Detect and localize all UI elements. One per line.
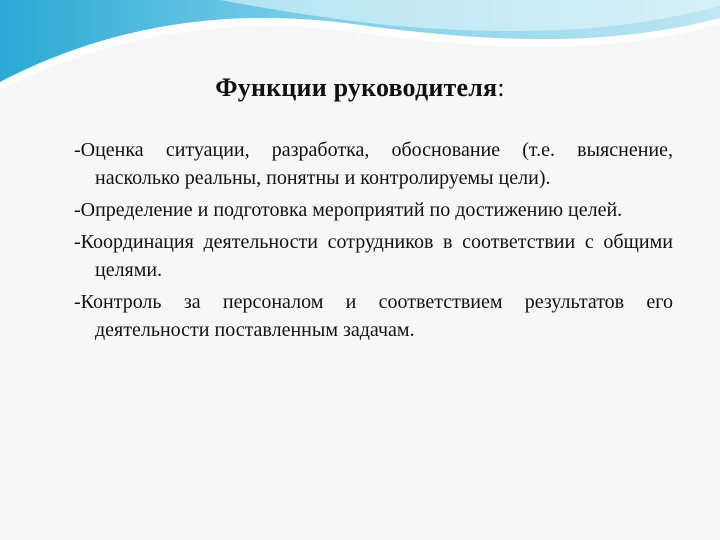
list-item: -Координация деятельности сотрудников в соответствии с общими целями. [74,231,673,281]
title-colon: : [497,73,505,102]
list-item: -Оценка ситуации, разработка, обоснование (т.е. выяснение, насколько реальны, понятны и контролируемы цели). [74,139,673,189]
list-item: -Определение и подготовка мероприятий по достижению целей. [74,199,623,221]
list-item: -Контроль за персоналом и соответствием результатов его деятельности поставленным задачам. [74,291,673,341]
functions-list [74,136,673,348]
slide-title [0,71,720,105]
title-text: Функции руководителя [215,73,498,102]
